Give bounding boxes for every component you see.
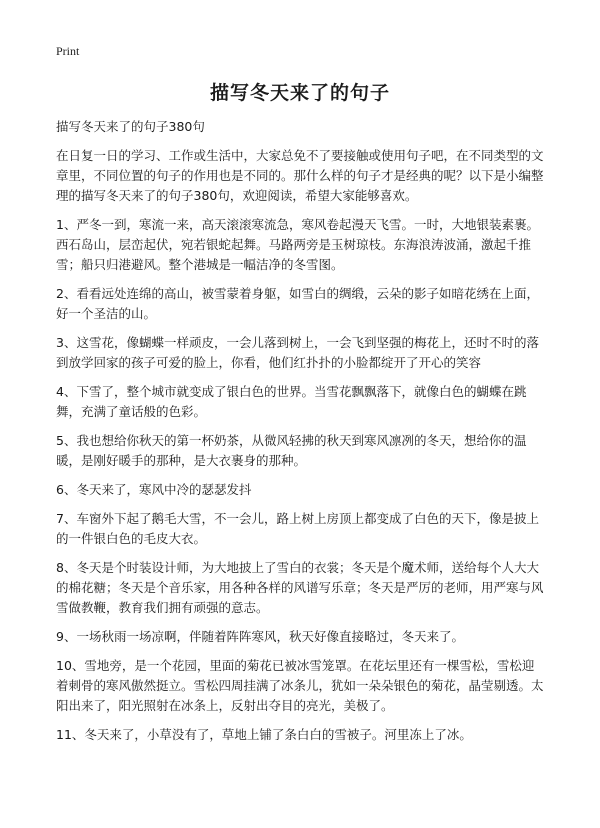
sentence-paragraph: 3、这雪花，像蝴蝶一样顽皮，一会儿落到树上，一会飞到坚强的梅花上，还时不时的落到放学回家的孩子可爱的脸上，你看，他们红扑扑的小脸都绽开了开心的笑容 bbox=[56, 335, 539, 370]
article-body bbox=[56, 118, 546, 754]
sentence-paragraph: 10、雪地旁，是一个花园，里面的菊花已被冰雪笼罩。在花坛里还有一棵雪松，雪松迎着刺骨的寒风傲然挺立。雪松四周挂满了冰条儿，犹如一朵朵银色的菊花，晶莹剔透。太阳出来了，阳光照射在冰条上，反射出夺目的亮光，美极了。 bbox=[56, 658, 544, 713]
page-title: 描写冬天来了的句子 bbox=[209, 82, 390, 104]
sentence-paragraph: 2、看看远处连绵的高山，被雪蒙着身躯，如雪白的绸缎，云朵的影子如暗花绣在上面，好一个圣洁的山。 bbox=[56, 286, 539, 321]
sentence-paragraph: 9、一场秋雨一场凉啊，伴随着阵阵寒风，秋天好像直接略过，冬天来了。 bbox=[56, 629, 464, 644]
sentence-paragraph: 11、冬天来了，小草没有了，草地上铺了条白白的雪被子。河里冻上了冰。 bbox=[56, 727, 472, 742]
intro-paragraph: 在日复一日的学习、工作或生活中，大家总免不了要接触或使用句子吧，在不同类型的文章里，不同位置的句子的作用也是不同的。那什么样的句子才是经典的呢？以下是小编整理的描写冬天来了的句子380句，欢迎阅读，希望大家能够喜欢。 bbox=[56, 148, 544, 203]
sentence-paragraph: 8、冬天是个时装设计师，为大地披上了雪白的衣裳；冬天是个魔术师，送给每个人大大的棉花糖；冬天是个音乐家，用各种各样的风谱写乐章；冬天是严厉的老师，用严寒与风雪做教鞭，教育我们拥有顽强的意志。 bbox=[56, 560, 544, 615]
print-link[interactable]: Print bbox=[56, 44, 80, 58]
sentence-paragraph: 4、下雪了，整个城市就变成了银白色的世界。当雪花飘飘落下，就像白色的蝴蝶在跳舞，充满了童话般的色彩。 bbox=[56, 384, 527, 419]
sentence-paragraph: 6、冬天来了，寒风中冷的瑟瑟发抖 bbox=[56, 482, 252, 497]
sentence-paragraph: 7、车窗外下起了鹅毛大雪，不一会儿，路上树上房顶上都变成了白色的天下，像是披上的一件银白色的毛皮大衣。 bbox=[56, 511, 539, 546]
article-subtitle: 描写冬天来了的句子380句 bbox=[56, 119, 205, 134]
sentence-paragraph: 5、我也想给你秋天的第一杯奶茶，从微风轻拂的秋天到寒风凛冽的冬天，想给你的温暖，是刚好暖手的那种，是大衣裹身的那种。 bbox=[56, 433, 527, 468]
sentence-paragraph: 1、严冬一到，寒流一来，高天滚滚寒流急，寒风卷起漫天飞雪。一时，大地银装素裹。西石岛山，层峦起伏，宛若银蛇起舞。马路两旁是玉树琼枝。东海浪涛波涌，激起千推雪；船只归港避风。整个港城是一幅洁净的冬雪图。 bbox=[56, 217, 539, 272]
